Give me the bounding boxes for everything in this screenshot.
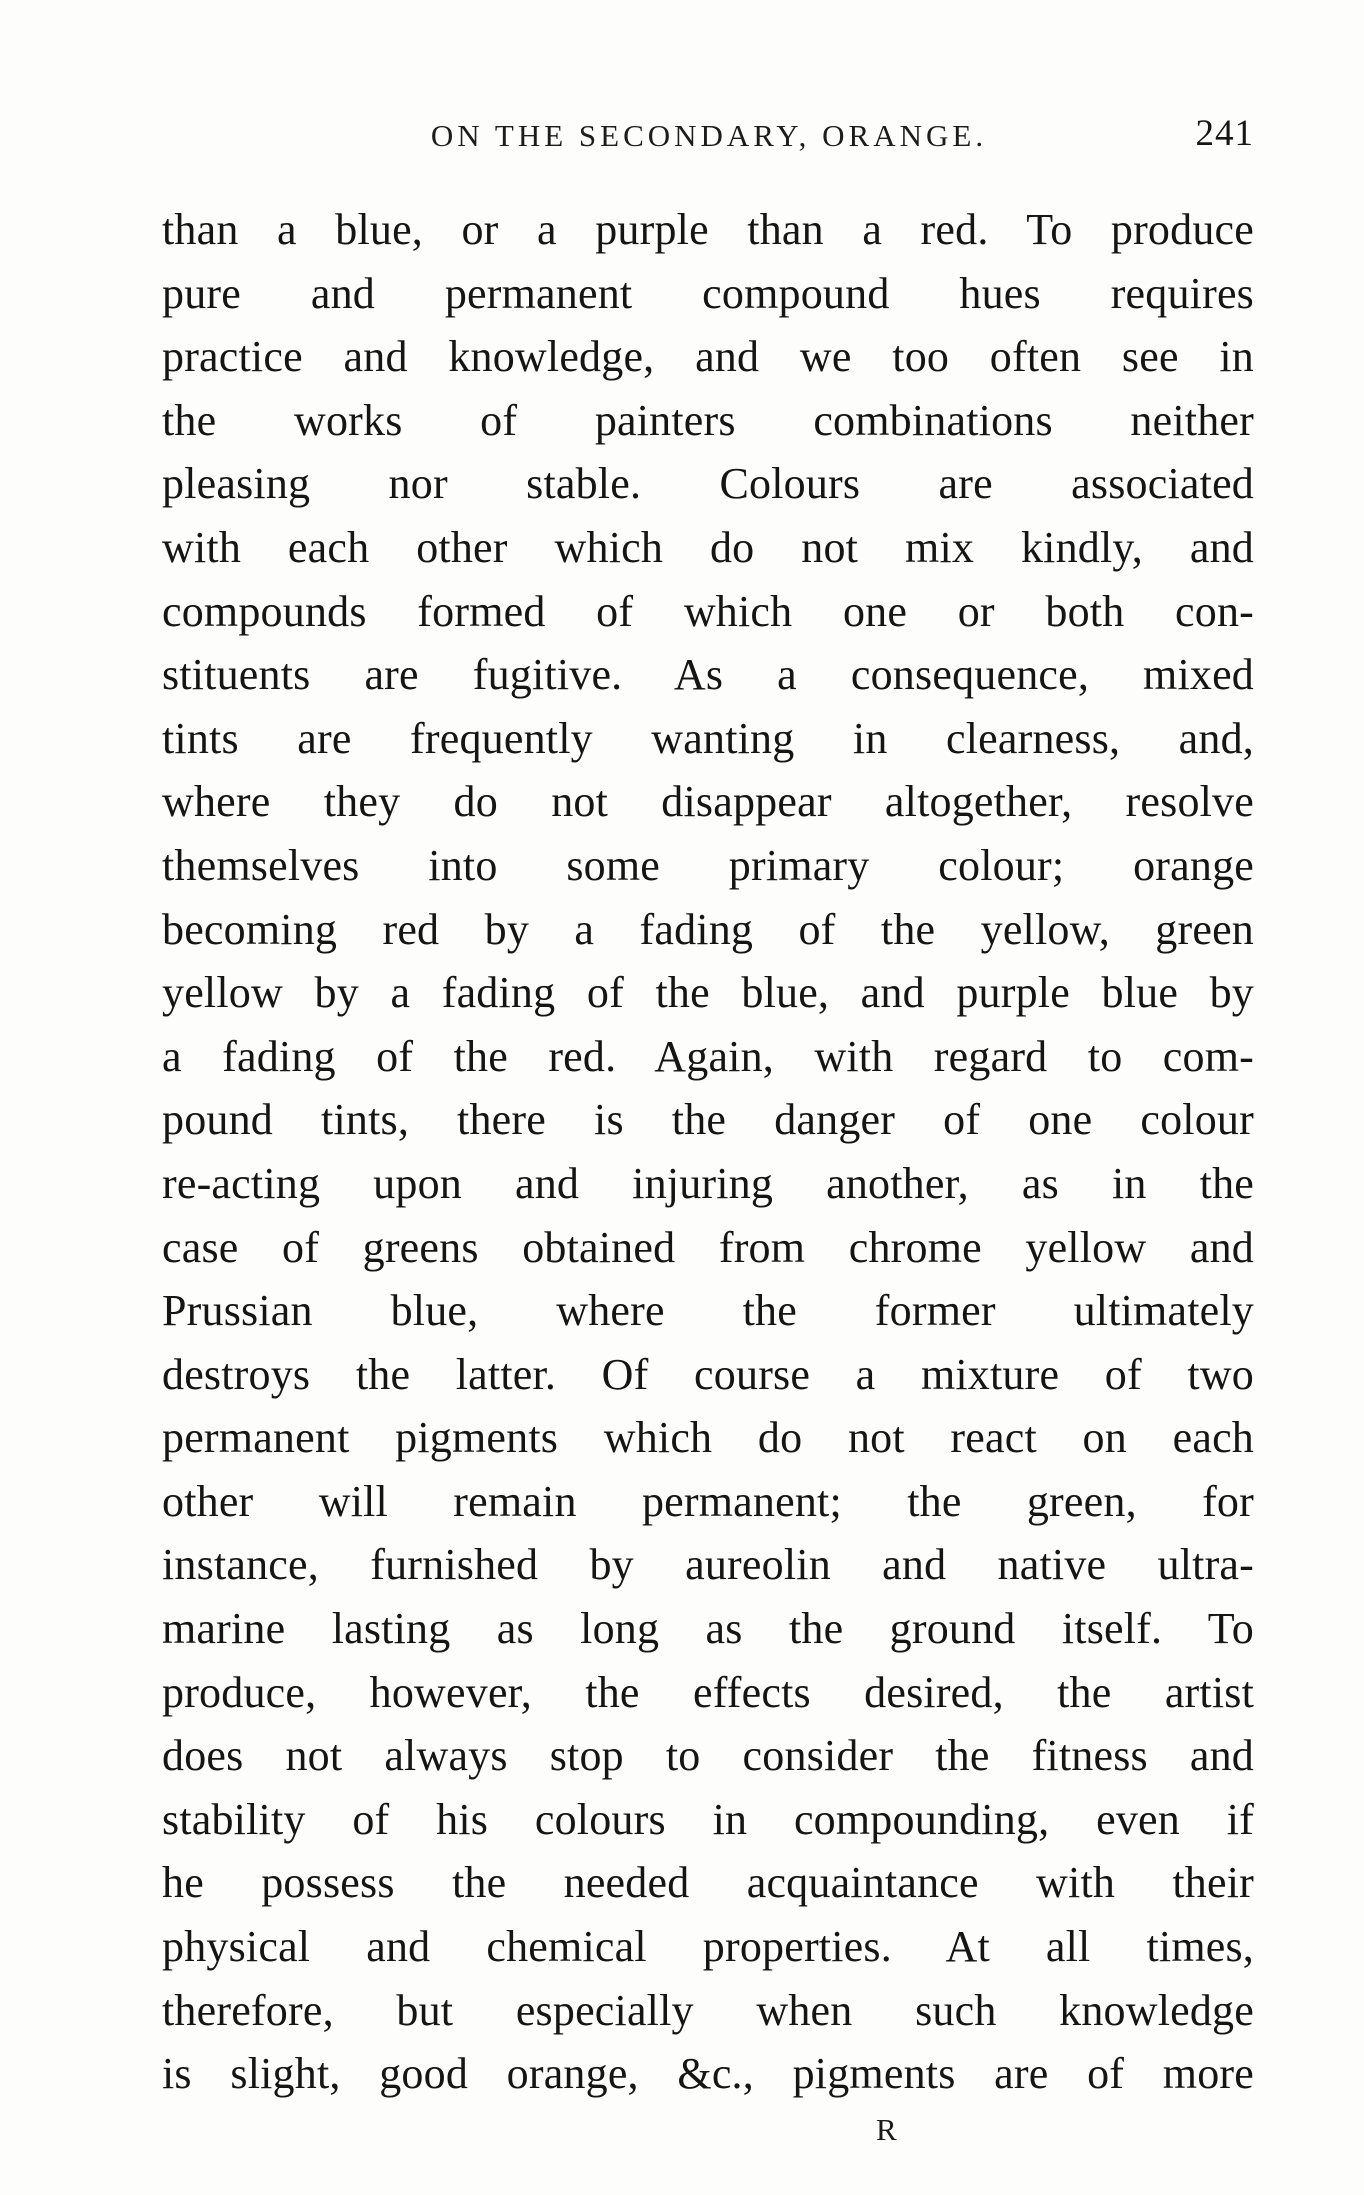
text-line: becoming red by a fading of the yellow, green: [162, 904, 1254, 954]
text-line: destroys the latter. Of course a mixture of two: [162, 1349, 1254, 1399]
text-line: Prussian blue, where the former ultimately: [162, 1286, 1254, 1336]
text-line: practice and knowledge, and we too often see in: [162, 332, 1254, 382]
text-line: than a blue, or a purple than a red. To produce: [162, 205, 1254, 254]
text-line: yellow by a fading of the blue, and purple blue by: [162, 968, 1254, 1018]
text-line: is slight, good orange, &c., pigments are of more: [162, 2049, 1254, 2099]
body-text: [162, 198, 1254, 2106]
text-line: compounds formed of which one or both con-: [162, 586, 1254, 636]
text-line: themselves into some primary colour; orange: [162, 840, 1254, 890]
text-line: re-acting upon and injuring another, as in the: [162, 1158, 1254, 1208]
text-line: pleasing nor stable. Colours are associated: [162, 459, 1254, 509]
text-line: a fading of the red. Again, with regard to com-: [162, 1031, 1254, 1081]
text-line: pure and permanent compound hues requires: [162, 268, 1254, 318]
text-line: physical and chemical properties. At all times,: [162, 1922, 1254, 1972]
text-line: stability of his colours in compounding, even if: [162, 1794, 1254, 1844]
signature-mark: R: [876, 2112, 898, 2147]
text-line: therefore, but especially when such knowledge: [162, 1985, 1254, 2035]
text-line: tints are frequently wanting in clearness, and,: [162, 713, 1254, 763]
text-line: instance, furnished by aureolin and native ultra-: [162, 1540, 1254, 1590]
running-title: ON THE SECONDARY, ORANGE.: [430, 118, 988, 153]
text-line: permanent pigments which do not react on each: [162, 1413, 1254, 1463]
text-line: the works of painters combinations neither: [162, 395, 1254, 445]
text-line: pound tints, there is the danger of one colour: [162, 1095, 1254, 1145]
page-header: [164, 112, 1254, 162]
text-line: does not always stop to consider the fitness and: [162, 1731, 1254, 1781]
text-line: produce, however, the effects desired, the artist: [162, 1667, 1254, 1717]
text-line: stituents are fugitive. As a consequence, mixed: [162, 650, 1254, 700]
text-line: he possess the needed acquaintance with their: [162, 1858, 1254, 1908]
text-line: marine lasting as long as the ground itself. To: [162, 1604, 1254, 1654]
text-line: case of greens obtained from chrome yellow and: [162, 1222, 1254, 1272]
page-number: 241: [1195, 113, 1254, 154]
text-line: where they do not disappear altogether, resolve: [162, 777, 1254, 827]
text-line: other will remain permanent; the green, for: [162, 1476, 1254, 1526]
text-line: with each other which do not mix kindly, and: [162, 522, 1254, 572]
